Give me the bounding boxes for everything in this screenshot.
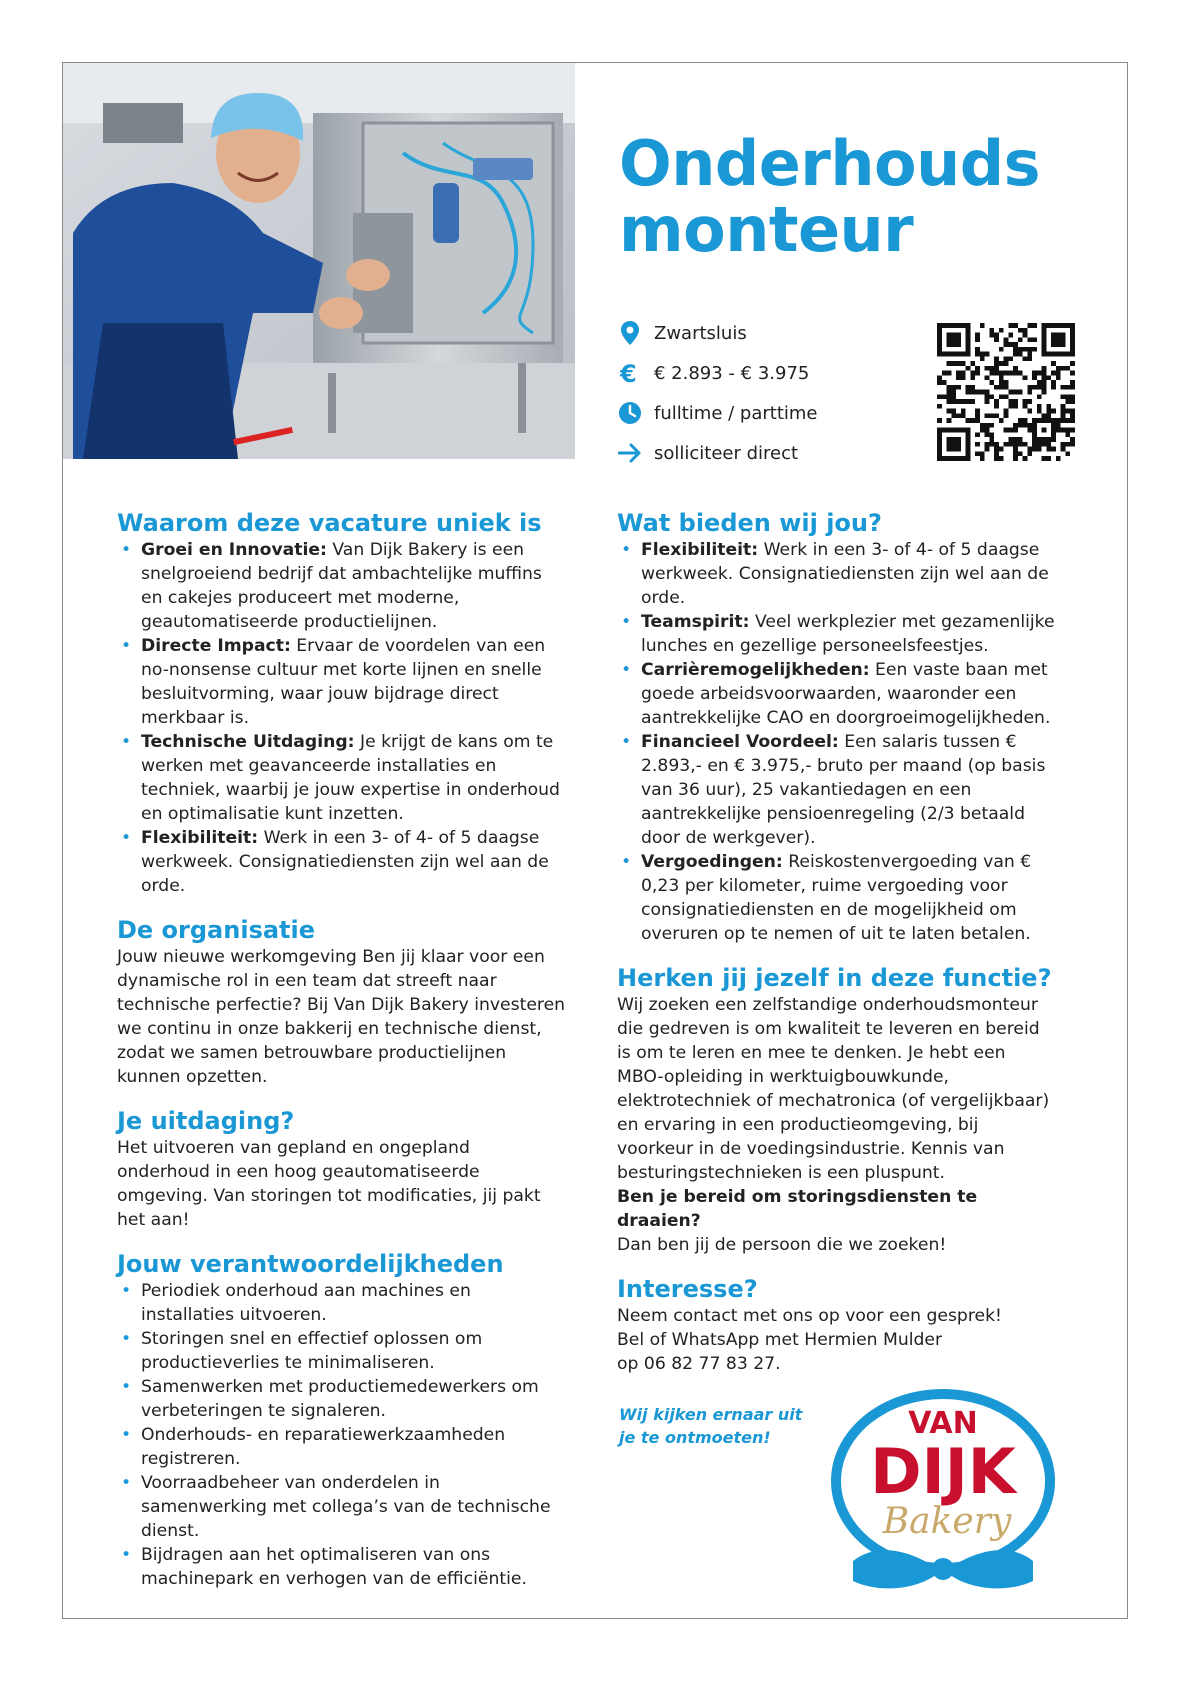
location-pin-icon bbox=[618, 321, 642, 345]
section-heading: Jouw verantwoordelijkheden bbox=[117, 1250, 504, 1278]
list-item-text: Een salaris tussen € 2.893,- en € 3.975,- bruto per maand (op basis van 36 uur), 25 vakantiedagen en een aantrekkelijke pensioenregeling (2/3 betaald door de werkgever). bbox=[641, 732, 1046, 848]
organisation-text: Jouw nieuwe werkomgeving Ben jij klaar voor een dynamische rol in een team dat streeft naar technische perfectie? Bij Van Dijk Bakery investeren we continu in onze bakkerij en technische dienst, zodat we samen betrouwbare productielijnen kunnen opzetten. bbox=[117, 947, 566, 1087]
job-title bbox=[619, 127, 1041, 266]
list-item-text: Werk in een 3- of 4- of 5 daagse werkweek. Consignatiediensten zijn wel aan de orde. bbox=[641, 540, 1049, 608]
section-interest bbox=[617, 1274, 1057, 1376]
section-heading: Wat bieden wij jou? bbox=[617, 509, 882, 537]
right-column bbox=[617, 508, 1057, 1393]
vacancy-sheet bbox=[62, 62, 1128, 1619]
technician-photo bbox=[63, 63, 575, 459]
section-offer bbox=[617, 508, 1057, 946]
closing-message bbox=[619, 1403, 802, 1449]
recognize-after: Dan ben jij de persoon die we zoeken! bbox=[617, 1235, 947, 1255]
list-item bbox=[117, 826, 567, 898]
hours-text: fulltime / parttime bbox=[654, 402, 818, 424]
list-item bbox=[617, 658, 1057, 730]
section-heading: Interesse? bbox=[617, 1275, 758, 1303]
list-item-term: Carrièremogelijkheden: bbox=[641, 660, 870, 680]
fact-apply[interactable] bbox=[618, 433, 818, 473]
job-facts bbox=[618, 313, 818, 473]
interest-line-2: Bel of WhatsApp met Hermien Mulder bbox=[617, 1330, 943, 1350]
logo-text-bakery: Bakery bbox=[882, 1501, 1012, 1542]
list-item bbox=[117, 634, 567, 730]
recognize-text: Wij zoeken een zelfstandige onderhoudsmonteur die gedreven is om kwaliteit te leveren en bereid is om te leren en mee te denken. Je hebt een MBO-opleiding in werktuigbouwkunde, elektrotechniek of mechatronica (of vergelijkbaar) en ervaring in een productieomgeving, bij voorkeur in de voedingsindustrie. Kennis van besturingstechnieken is een pluspunt. bbox=[617, 995, 1050, 1183]
list-item: • Periodiek onderhoud aan machines en installaties uitvoeren. bbox=[117, 1279, 567, 1327]
job-title-line-2: monteur bbox=[619, 193, 914, 266]
apply-link[interactable]: solliciteer direct bbox=[654, 442, 799, 464]
list-item: • Onderhouds- en reparatiewerkzaamheden registreren. bbox=[117, 1423, 567, 1471]
clock-icon bbox=[618, 401, 642, 425]
fact-hours bbox=[618, 393, 818, 433]
arrow-right-icon bbox=[618, 441, 642, 465]
offer-list bbox=[617, 538, 1057, 946]
list-item-text: Een vaste baan met goede arbeidsvoorwaarden, waaronder een aantrekkelijke CAO en doorgroeimogelijkheden. bbox=[641, 660, 1051, 728]
fact-salary bbox=[618, 353, 818, 393]
list-item: • Samenwerken met productiemedewerkers om verbeteringen te signaleren. bbox=[117, 1375, 567, 1423]
section-unique bbox=[117, 508, 567, 898]
euro-icon bbox=[618, 361, 642, 385]
section-organisation bbox=[117, 915, 567, 1089]
list-item bbox=[117, 538, 567, 634]
section-heading: Waarom deze vacature uniek is bbox=[117, 509, 542, 537]
section-recognize bbox=[617, 963, 1057, 1257]
section-challenge bbox=[117, 1106, 567, 1232]
list-item-term: Flexibiliteit: bbox=[141, 828, 259, 848]
list-item bbox=[617, 538, 1057, 610]
list-item: • Bijdragen aan het optimaliseren van ons machinepark en verhogen van de efficiëntie. bbox=[117, 1543, 567, 1591]
list-item-term: Financieel Voordeel: bbox=[641, 732, 839, 752]
van-dijk-bakery-logo bbox=[823, 1381, 1063, 1607]
list-item-term: Directe Impact: bbox=[141, 636, 291, 656]
section-heading: Herken jij jezelf in deze functie? bbox=[617, 964, 1052, 992]
list-item-text: Je krijgt de kans om te werken met geavanceerde installaties en techniek, waarbij je jouw expertise in onderhoud en optimalisatie kunt inzetten. bbox=[141, 732, 560, 824]
fact-location bbox=[618, 313, 818, 353]
section-responsibilities bbox=[117, 1249, 567, 1591]
section-heading: Je uitdaging? bbox=[117, 1107, 295, 1135]
svg-text:€: € bbox=[620, 361, 637, 385]
salary-text: € 2.893 - € 3.975 bbox=[654, 362, 810, 384]
list-item bbox=[617, 610, 1057, 658]
left-column bbox=[117, 508, 567, 1608]
list-item: • Storingen snel en effectief oplossen om productieverlies te minimaliseren. bbox=[117, 1327, 567, 1375]
job-title-line-1: Onderhouds bbox=[619, 127, 1041, 200]
list-item-term: Technische Uitdaging: bbox=[141, 732, 355, 752]
list-item bbox=[117, 730, 567, 826]
interest-phone[interactable]: op 06 82 77 83 27. bbox=[617, 1354, 781, 1374]
list-item-text: Werk in een 3- of 4- of 5 daagse werkweek. Consignatiediensten zijn wel aan de orde. bbox=[141, 828, 549, 896]
challenge-text: Het uitvoeren van gepland en ongepland onderhoud in een hoog geautomatiseerde omgeving. Van storingen tot modificaties, jij pakt het aan! bbox=[117, 1138, 541, 1230]
qr-code[interactable] bbox=[937, 323, 1075, 461]
recognize-question: Ben je bereid om storingsdiensten te draaien? bbox=[617, 1187, 978, 1231]
list-item-text: Van Dijk Bakery is een snelgroeiend bedrijf dat ambachtelijke muffins en cakejes produceert met moderne, geautomatiseerde productielijnen. bbox=[141, 540, 542, 632]
list-item-term: Flexibiliteit: bbox=[641, 540, 759, 560]
list-item-term: Teamspirit: bbox=[641, 612, 750, 632]
list-item-text: Reiskostenvergoeding van € 0,23 per kilometer, ruime vergoeding voor consignatiediensten en de mogelijkheid om overuren op te nemen of uit te laten betalen. bbox=[641, 852, 1032, 944]
list-item bbox=[617, 850, 1057, 946]
responsibilities-list bbox=[117, 1279, 567, 1591]
closing-line-1: Wij kijken ernaar uit bbox=[619, 1405, 803, 1424]
section-heading: De organisatie bbox=[117, 916, 316, 944]
list-item-term: Groei en Innovatie: bbox=[141, 540, 327, 560]
closing-line-2: je te ontmoeten! bbox=[619, 1428, 771, 1447]
list-item-text: Ervaar de voordelen van een no-nonsense cultuur met korte lijnen en snelle besluitvorming, waar jouw bijdrage direct merkbaar is. bbox=[141, 636, 546, 728]
list-item-term: Vergoedingen: bbox=[641, 852, 783, 872]
location-text: Zwartsluis bbox=[654, 322, 747, 344]
unique-list bbox=[117, 538, 567, 898]
interest-line-1: Neem contact met ons op voor een gesprek! bbox=[617, 1306, 1002, 1326]
logo-text-dijk: DIJK bbox=[870, 1435, 1016, 1508]
list-item: • Voorraadbeheer van onderdelen in samenwerking met collega’s van de technische dienst. bbox=[117, 1471, 567, 1543]
list-item bbox=[617, 730, 1057, 850]
list-item-text: Veel werkplezier met gezamenlijke lunches en gezellige personeelsfeestjes. bbox=[641, 612, 1055, 656]
logo-text-van: VAN bbox=[908, 1406, 978, 1441]
